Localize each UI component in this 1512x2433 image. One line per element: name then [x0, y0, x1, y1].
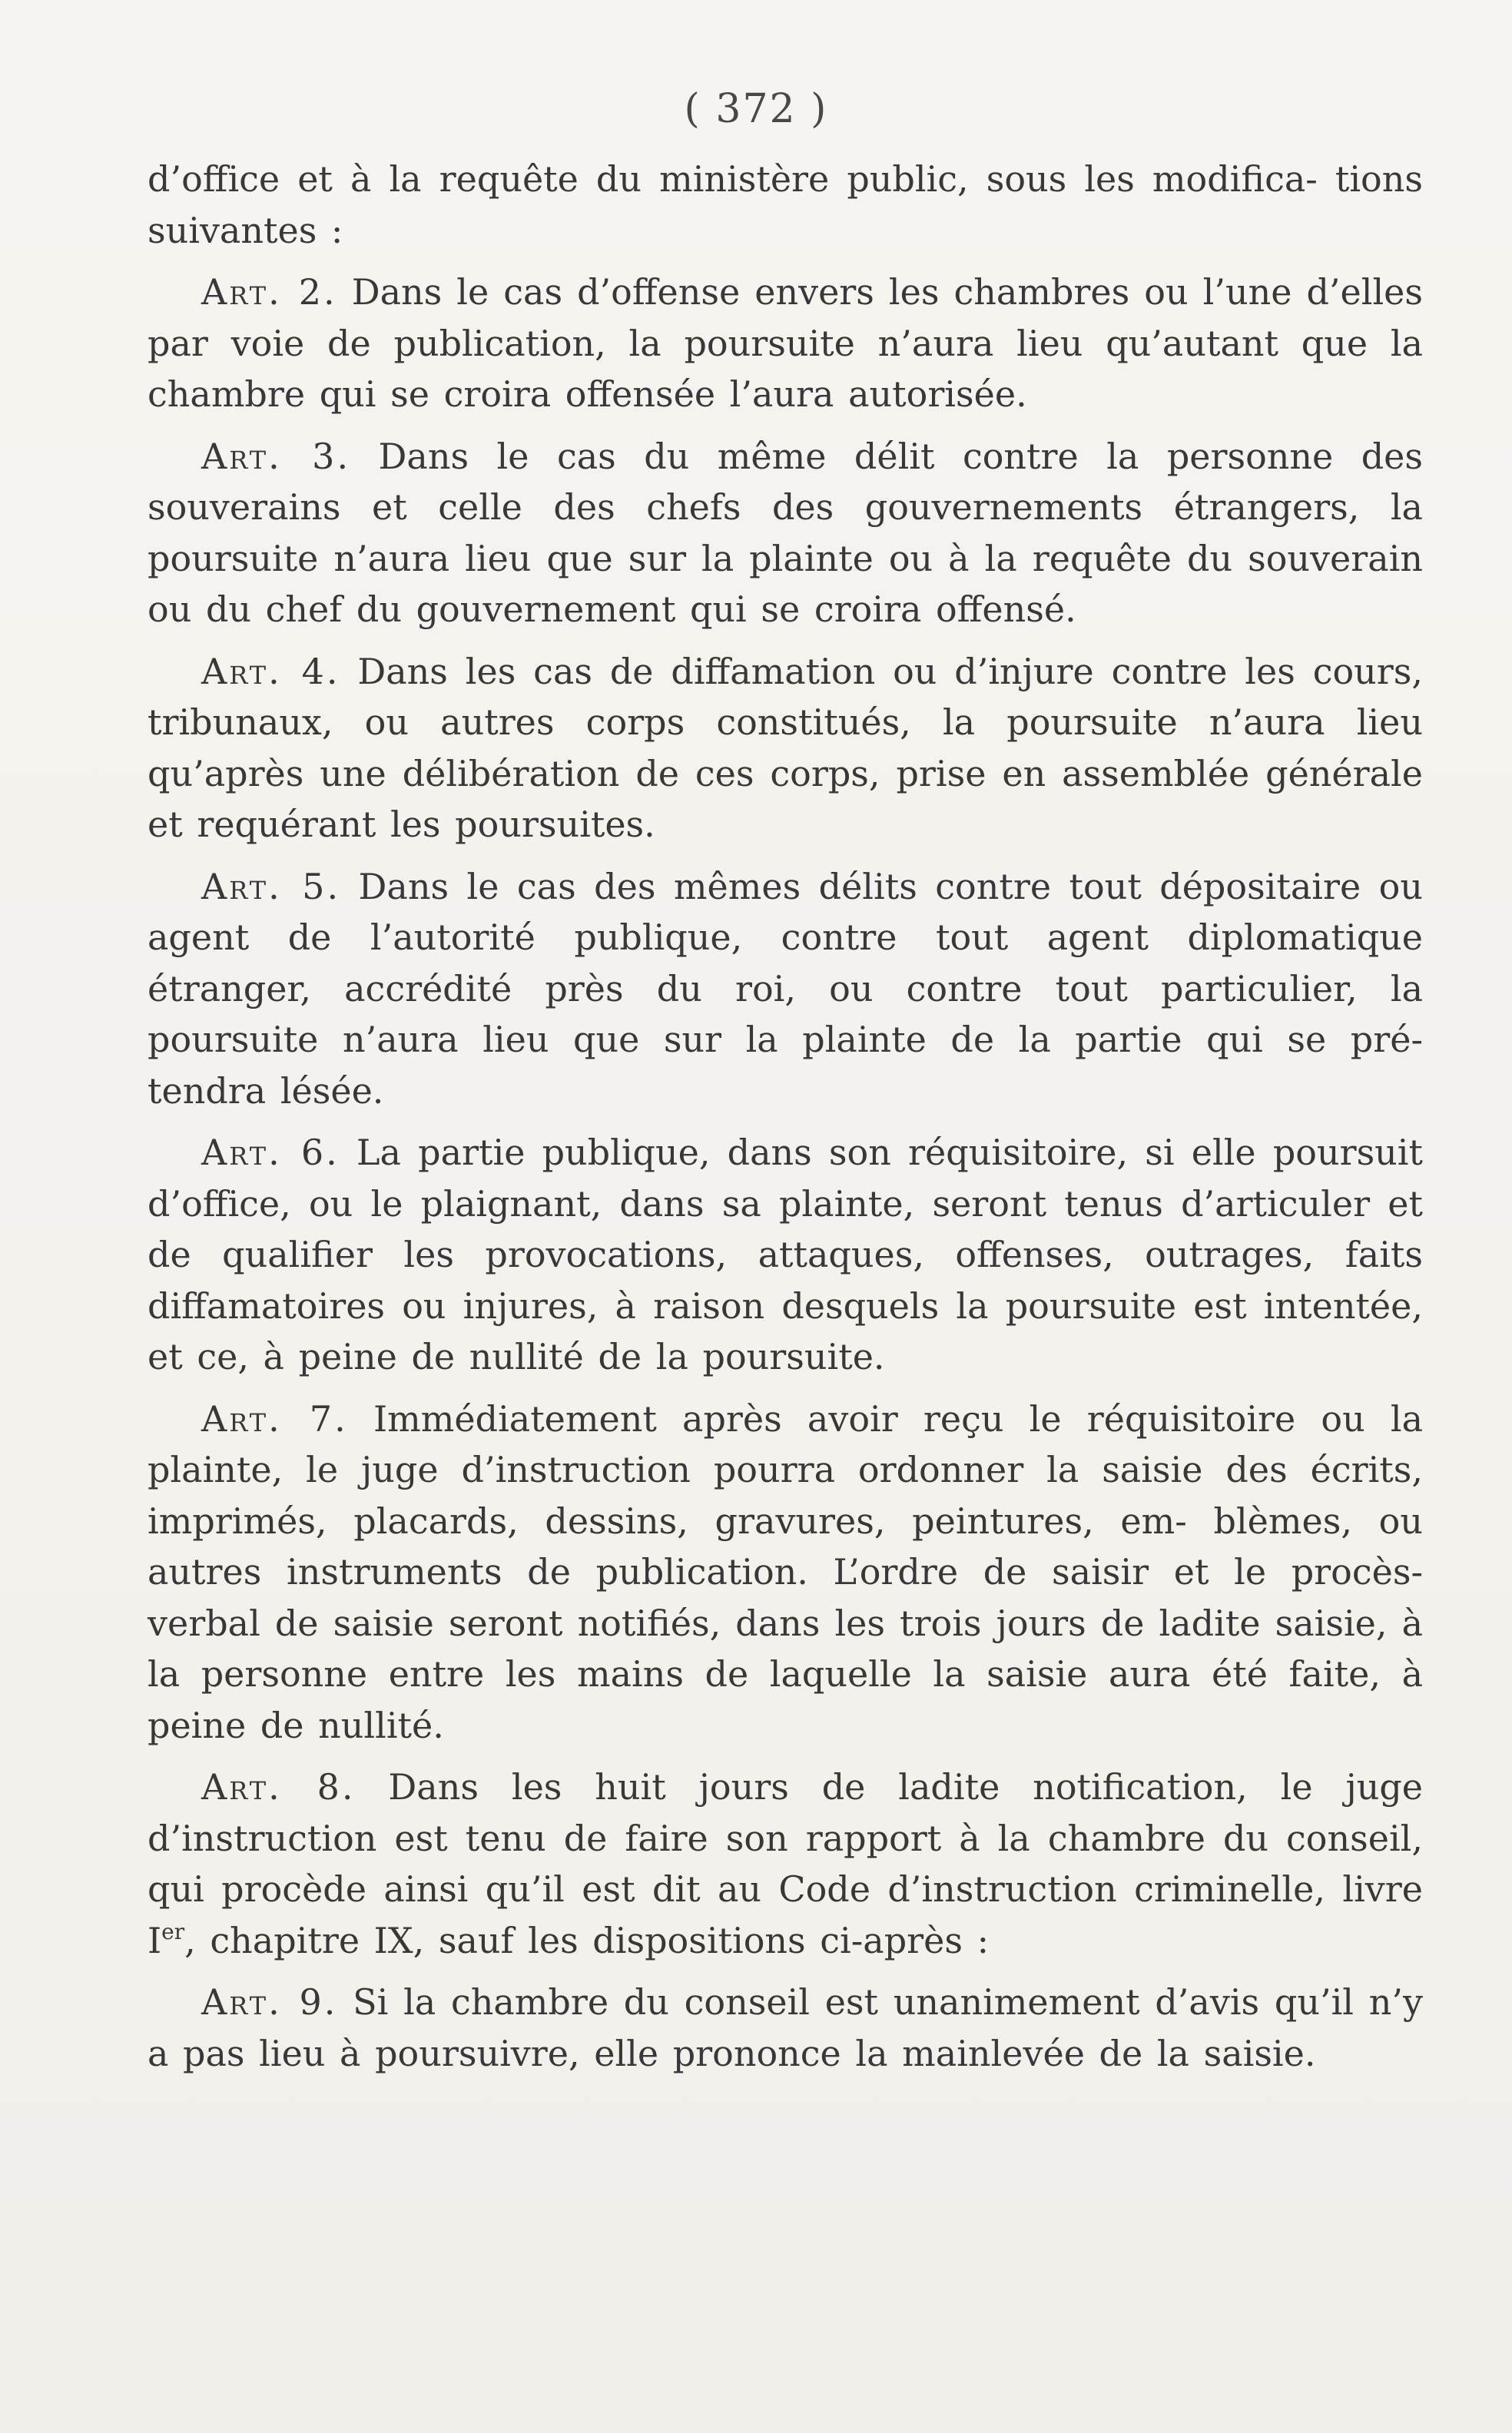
article-text: Dans les huit jours de ladite notification, le juge d’instruction est tenu de faire son rapport à la chambre du conseil, qui procède ainsi qu’il est dit au Code d’instruction criminelle, livre I [148, 1766, 1424, 1961]
article-3 [148, 431, 1423, 635]
article-heading: Art. 7. [201, 1397, 348, 1440]
superscript: er [161, 1918, 185, 1944]
article-text: Dans le cas des mêmes délits contre tout dépositaire ou agent de l’autorité publique, contre tout agent diplomatique étranger, accrédité près du roi, ou contre tout particulier, la poursuite n’aura lieu que sur la plainte de la partie qui se pré- tendra lésée. [148, 865, 1424, 1112]
article-text: Immédiatement après avoir reçu le réquisitoire ou la plainte, le juge d’instruction pourra ordonner la saisie des écrits, imprimés, placards, dessins, gravures, peintures, em- blèmes, ou autres instruments de publication. L’ordre de saisir et le procès-verbal de saisie seront notifiés, dans les trois jours de ladite saisie, à la personne entre les mains de laquelle la saisie aura été faite, à peine de nullité. [148, 1397, 1424, 1746]
article-7 [148, 1394, 1423, 1752]
article-heading: Art. 9. [201, 1981, 338, 2023]
article-text: Si la chambre du conseil est unanimement d’avis qu’il n’y a pas lieu à poursuivre, elle prononce la mainlevée de la saisie. [148, 1981, 1423, 2074]
article-6 [148, 1127, 1423, 1383]
article-8 [148, 1762, 1423, 1966]
article-2 [148, 267, 1423, 420]
article-text: Dans le cas du même délit contre la personne des souverains et celle des chefs des gouvernements étrangers, la poursuite n’aura lieu que sur la plainte ou à la requête du souverain ou du chef du gouvernement qui se croira offensé. [148, 435, 1423, 630]
article-heading: Art. 5. [201, 865, 341, 907]
article-heading: Art. 4. [201, 650, 340, 692]
body-text [148, 154, 1423, 2090]
article-9 [148, 1977, 1423, 2079]
article-5 [148, 861, 1423, 1117]
page-number: ( 372 ) [684, 86, 828, 132]
article-heading: Art. 3. [201, 435, 351, 477]
article-text: Dans le cas d’offense envers les chambres ou l’une d’elles par voie de publication, la poursuite n’aura lieu qu’autant que la chambre qui se croira offensée l’aura autorisée. [148, 271, 1424, 415]
article-text: La partie publique, dans son réquisitoire, si elle poursuit d’office, ou le plaignant, dans sa plainte, seront tenus d’articuler et de qualifier les provocations, attaques, offenses, outrages, faits diffamatoires ou injures, à raison desquels la poursuite est intentée, et ce, à peine de nullité de la poursuite. [148, 1132, 1424, 1377]
article-heading: Art. 8. [201, 1766, 356, 1808]
article-heading: Art. 6. [201, 1132, 340, 1173]
paragraph-continuation: d’office et à la requête du ministère public, sous les modifica- tions suivantes : [148, 158, 1423, 251]
article-heading: Art. 2. [201, 271, 337, 313]
article-text-cont: , chapitre IX, sauf les dispositions ci-après : [184, 1919, 990, 1961]
article-4 [148, 646, 1423, 850]
article-text: Dans les cas de diffamation ou d’injure contre les cours, tribunaux, ou autres corps constitués, la poursuite n’aura lieu qu’après une délibération de ces corps, prise en assemblée générale et requérant les poursuites. [148, 650, 1423, 845]
